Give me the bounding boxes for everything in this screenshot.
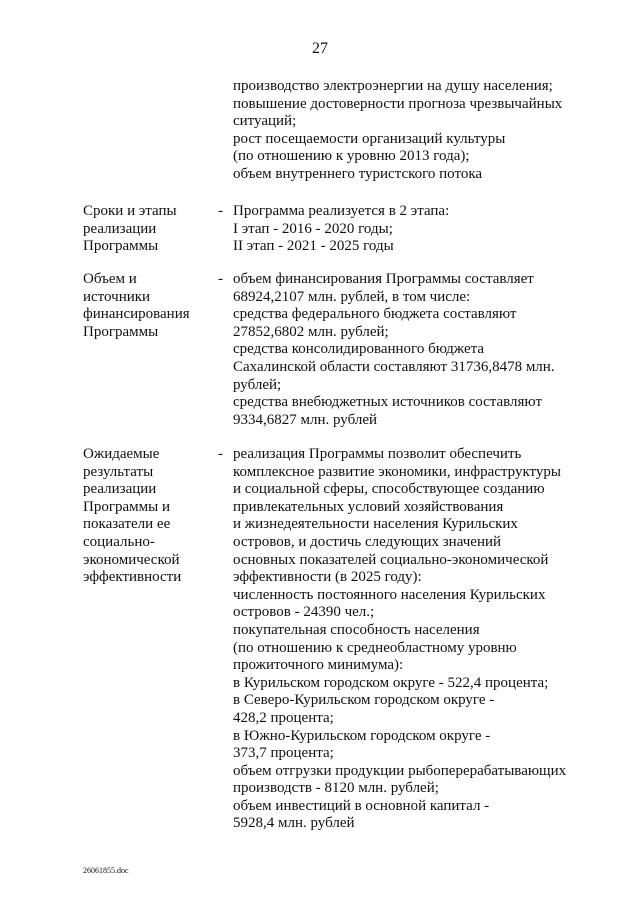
text-line: объем инвестиций в основной капитал - — [233, 797, 490, 814]
dash-separator: - — [218, 446, 223, 462]
section-content — [233, 446, 613, 833]
text-line: Программа реализуется в 2 этапа: — [233, 203, 450, 219]
text-line: в Курильском городском округе - 522,4 процента; — [233, 674, 549, 691]
section-label — [83, 203, 213, 256]
text-line: II этап - 2021 - 2025 годы — [233, 238, 394, 255]
text-line: островов - 24390 чел.; — [233, 604, 375, 621]
text-line: (по отношению к уровню 2013 года); — [233, 148, 470, 165]
text-line: прожиточного минимума): — [233, 657, 404, 674]
section-label — [83, 271, 213, 341]
text-line: основных показателей социально-экономической — [233, 551, 549, 568]
text-line: ситуаций; — [233, 113, 297, 130]
text-line: 373,7 процента; — [233, 745, 334, 762]
text-line: повышение достоверности прогноза чрезвычайных — [233, 95, 563, 112]
label-line: источники — [83, 288, 151, 305]
label-line: Программы — [83, 323, 159, 340]
page-number: 27 — [312, 40, 328, 57]
label-line: финансирования — [83, 306, 190, 323]
text-line: рублей; — [233, 376, 282, 393]
label-line: реализации — [83, 481, 157, 498]
text-line: 9334,6827 млн. рублей — [233, 411, 378, 428]
dash-separator: - — [218, 203, 223, 219]
text-line: I этап - 2016 - 2020 годы; — [233, 220, 393, 237]
text-line: объем финансирования Программы составляет — [233, 271, 534, 287]
text-line: средства консолидированного бюджета — [233, 341, 484, 358]
text-line: реализация Программы позволит обеспечить — [233, 446, 522, 462]
text-line: средства внебюджетных источников составляют — [233, 394, 542, 411]
text-line: островов, и достичь следующих значений — [233, 533, 502, 550]
label-line: экономической — [83, 551, 180, 568]
label-line: Объем и — [83, 271, 137, 287]
label-line: Программы — [83, 238, 159, 255]
text-line: комплексное развитие экономики, инфраструктуры — [233, 463, 561, 480]
text-line: 428,2 процента; — [233, 709, 334, 726]
text-line: 5928,4 млн. рублей — [233, 815, 355, 832]
text-line: в Южно-Курильском городском округе - — [233, 727, 491, 744]
label-line: показатели ее — [83, 516, 171, 533]
text-line: в Северо-Курильском городском округе - — [233, 692, 495, 709]
section-content — [233, 271, 613, 429]
text-line: объем внутреннего туристского потока — [233, 165, 483, 182]
continuation-content — [233, 78, 613, 184]
file-reference: 26061855.doc — [83, 866, 129, 875]
text-line: средства федерального бюджета составляют — [233, 306, 517, 323]
dash-separator: - — [218, 271, 223, 287]
text-line: и социальной сферы, способствующее созданию — [233, 481, 545, 498]
label-line: Ожидаемые — [83, 446, 160, 462]
label-line: социально- — [83, 533, 155, 550]
text-line: производств - 8120 млн. рублей; — [233, 780, 439, 797]
text-line: Сахалинской области составляют 31736,8478 млн. — [233, 358, 555, 375]
text-line: производство электроэнергии на душу населения; — [233, 78, 553, 94]
section-label — [83, 446, 213, 587]
text-line: привлекательных условий хозяйствования — [233, 498, 504, 515]
text-line: численность постоянного населения Курильских — [233, 586, 546, 603]
text-line: 68924,2107 млн. рублей, в том числе: — [233, 288, 471, 305]
label-line: Сроки и этапы — [83, 203, 177, 219]
text-line: рост посещаемости организаций культуры — [233, 130, 506, 147]
text-line: покупательная способность населения — [233, 621, 480, 638]
text-line: и жизнедеятельности населения Курильских — [233, 516, 518, 533]
text-line: (по отношению к среднеобластному уровню — [233, 639, 517, 656]
label-line: Программы и — [83, 498, 170, 515]
text-line: эффективности (в 2025 году): — [233, 569, 422, 586]
label-line: эффективности — [83, 569, 182, 586]
label-line: реализации — [83, 220, 157, 237]
section-content — [233, 203, 613, 256]
text-line: 27852,6802 млн. рублей; — [233, 323, 389, 340]
label-line: результаты — [83, 463, 154, 480]
text-line: объем отгрузки продукции рыбоперерабатывающих — [233, 762, 567, 779]
